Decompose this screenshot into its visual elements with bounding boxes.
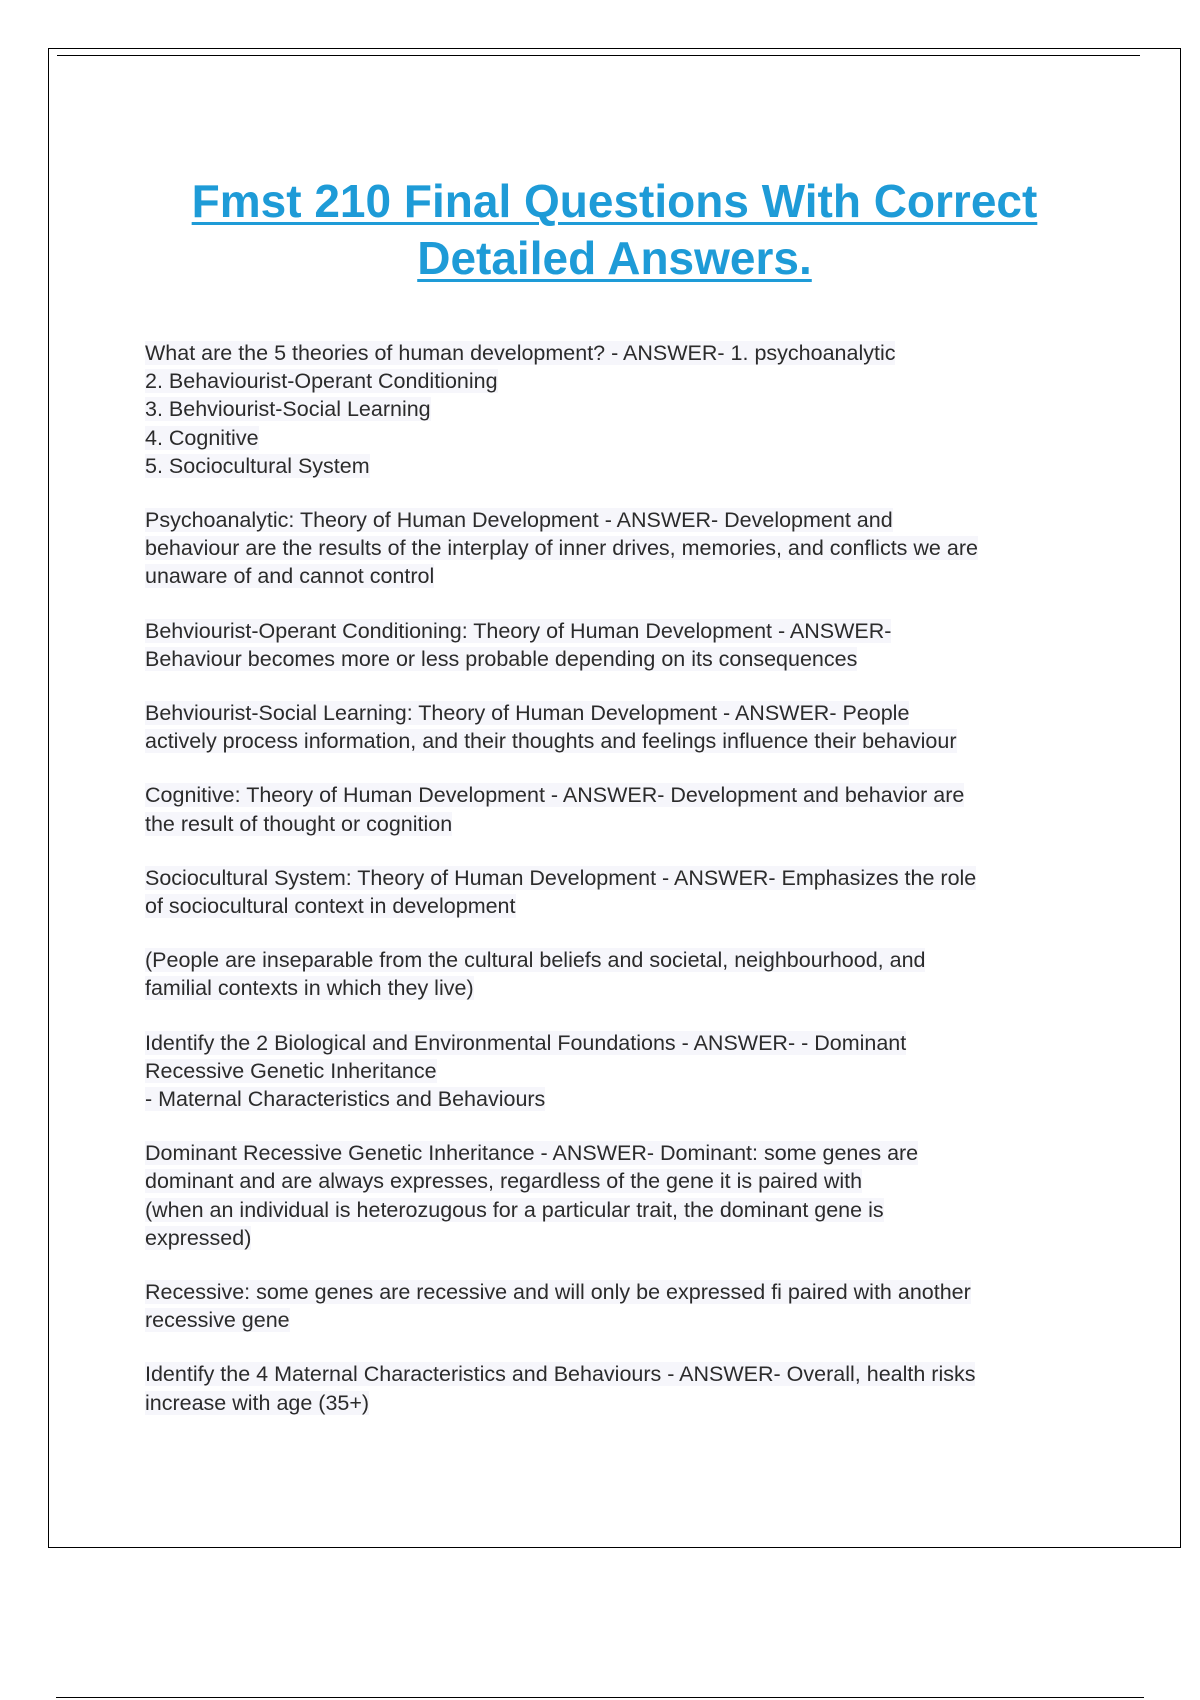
- qa-text: Recessive: some genes are recessive and will only be expressed fi paired with another recessive gene: [145, 1280, 971, 1333]
- page-frame: [48, 48, 1181, 1548]
- document-title: [49, 173, 1180, 287]
- qa-block: [145, 1029, 1135, 1114]
- qa-text: Cognitive: Theory of Human Development - ANSWER- Development and behavior are the result of thought or cognition: [145, 783, 965, 836]
- qa-block: [145, 1139, 1135, 1252]
- qa-block: [145, 339, 1135, 480]
- qa-block: [145, 617, 1135, 673]
- top-rule: [57, 55, 1140, 56]
- qa-block: [145, 946, 1135, 1002]
- qa-text: Identify the 2 Biological and Environmental Foundations - ANSWER- - Dominant Recessive Genetic Inheritance - Maternal Characteristics and Behaviours: [145, 1030, 907, 1112]
- title-line-1: Fmst 210 Final Questions With Correct: [191, 175, 1038, 227]
- title-line-2: Detailed Answers.: [417, 232, 812, 284]
- qa-list: [145, 339, 1135, 1443]
- qa-text: What are the 5 theories of human development? - ANSWER- 1. psychoanalytic 2. Behaviourist-Operant Conditioning 3. Behviourist-Social Learning 4. Cognitive 5. Sociocultural System: [145, 341, 896, 478]
- qa-block: [145, 781, 1135, 837]
- qa-block: [145, 699, 1135, 755]
- qa-block: [145, 506, 1135, 591]
- qa-block: [145, 1360, 1135, 1416]
- qa-text: (People are inseparable from the cultural beliefs and societal, neighbourhood, and familial contexts in which they live): [145, 948, 926, 1001]
- qa-text: Identify the 4 Maternal Characteristics and Behaviours - ANSWER- Overall, health risks increase with age (35+): [145, 1362, 976, 1415]
- qa-text: Behviourist-Social Learning: Theory of Human Development - ANSWER- People actively process information, and their thoughts and feelings influence their behaviour: [145, 701, 957, 754]
- qa-block: [145, 864, 1135, 920]
- qa-text: Sociocultural System: Theory of Human Development - ANSWER- Emphasizes the role of sociocultural context in development: [145, 865, 977, 919]
- qa-block: [145, 1278, 1135, 1334]
- qa-text: Dominant Recessive Genetic Inheritance - ANSWER- Dominant: some genes are dominant and are always expresses, regardless of the gene it is paired with (when an individual is heterozugous for a particular trait, the dominant gene is expressed): [145, 1141, 919, 1250]
- qa-text: Psychoanalytic: Theory of Human Development - ANSWER- Development and behaviour are the results of the interplay of inner drives, memories, and conflicts we are unaware of and cannot control: [145, 508, 978, 589]
- qa-text: Behviourist-Operant Conditioning: Theory of Human Development - ANSWER- Behaviour becomes more or less probable depending on its consequences: [145, 618, 892, 671]
- bottom-rule: [56, 1697, 1144, 1698]
